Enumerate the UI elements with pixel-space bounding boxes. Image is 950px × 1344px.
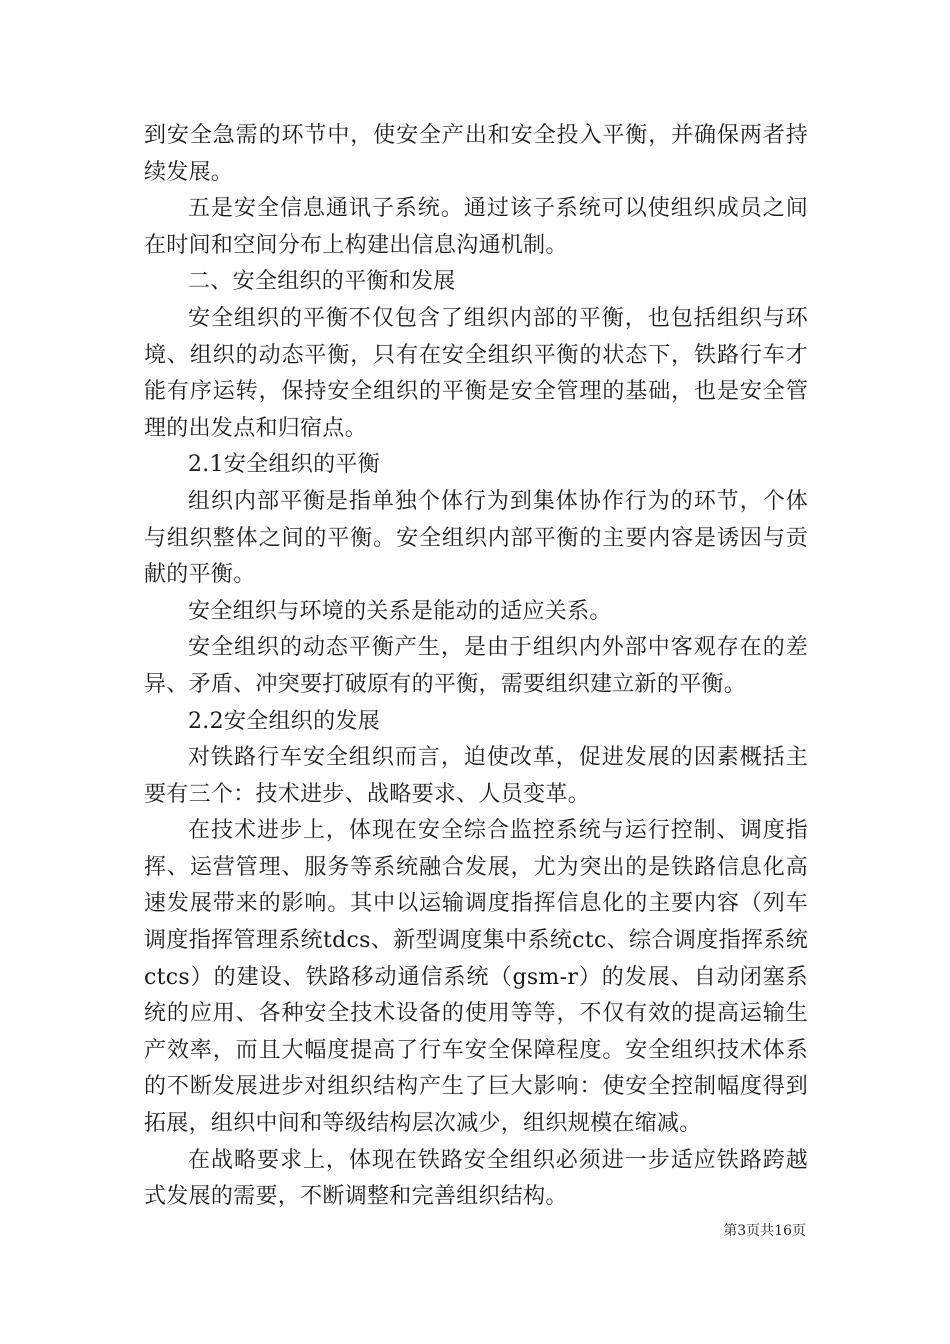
document-body — [144, 118, 808, 1216]
paragraph-7: 对铁路行车安全组织而言，迫使改革，促进发展的因素概括主要有三个：技术进步、战略要求、人员变革。 — [144, 745, 808, 807]
paragraph-5: 安全组织与环境的关系是能动的适应关系。 — [188, 598, 612, 624]
paragraph-3: 安全组织的平衡不仅包含了组织内部的平衡，也包括组织与环境、组织的动态平衡，只有在安全组织平衡的状态下，铁路行车才能有序运转，保持安全组织的平衡是安全管理的基础，也是安全管理的出发点和归宿点。 — [144, 305, 808, 441]
paragraph-9: 在战略要求上，体现在铁路安全组织必须进一步适应铁路跨越式发展的需要，不断调整和完善组织结构。 — [144, 1147, 808, 1210]
page-number-footer: 第3页共16页 — [723, 1223, 806, 1239]
paragraph-4: 组织内部平衡是指单独个体行为到集体协作行为的环节，个体与组织整体之间的平衡。安全组织内部平衡的主要内容是诱因与贡献的平衡。 — [144, 488, 808, 588]
paragraph-6: 安全组织的动态平衡产生，是由于组织内外部中客观存在的差异、矛盾、冲突要打破原有的平衡，需要组织建立新的平衡。 — [144, 635, 808, 697]
paragraph-1: 到安全急需的环节中，使安全产出和安全投入平衡，并确保两者持续发展。 — [144, 123, 808, 185]
paragraph-2: 五是安全信息通讯子系统。通过该子系统可以使组织成员之间在时间和空间分布上构建出信息沟通机制。 — [144, 196, 808, 258]
paragraph-8: 在技术进步上，体现在安全综合监控系统与运行控制、调度指挥、运营管理、服务等系统融合发展，尤为突出的是铁路信息化高速发展带来的影响。其中以运输调度指挥信息化的主要内容（列车调度指挥管理系统tdcs、新型调度集中系统ctc、综合调度指挥系统ctcs）的建设、铁路移动通信系统（gsm-r）的发展、自动闭塞系统的应用、各种安全技术设备的使用等等，不仅有效的提高运输生产效率，而且大幅度提高了行车安全保障程度。安全组织技术体系的不断发展进步对组织结构产生了巨大影响：使安全控制幅度得到拓展，组织中间和等级结构层次减少，组织规模在缩减。 — [144, 818, 808, 1137]
section-heading-2: 二、安全组织的平衡和发展 — [188, 269, 456, 295]
subsection-heading-2-2: 2.2安全组织的发展 — [188, 708, 380, 734]
subsection-heading-2-1: 2.1安全组织的平衡 — [188, 452, 380, 478]
